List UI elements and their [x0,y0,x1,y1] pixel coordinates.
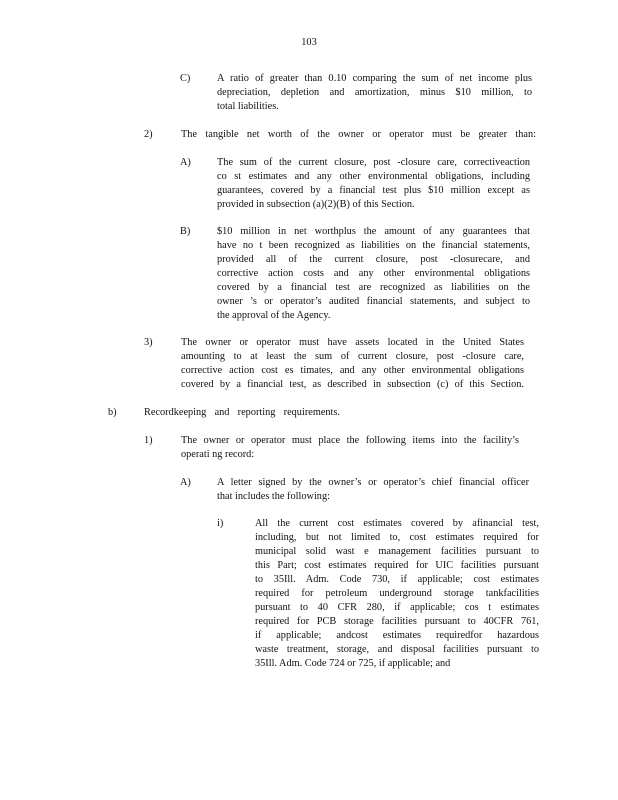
item-text [217,225,530,323]
text-line: The tangible net worth of the owner or operator must be greater than: [181,129,536,140]
item-label: 1) [144,435,153,446]
text-line: The owner or operator must have assets located in the United States [181,337,524,348]
item-label: 2) [144,129,153,140]
text-line: 35Ill. Adm. Code 724 or 725, if applicable; and [255,658,451,669]
text-line: municipal solid wast e management facilities pursuant to [255,546,539,557]
text-line: total liabilities. [217,101,279,112]
text-line: this Part; cost estimates required for UIC facilities pursuant [255,560,539,571]
text-line: provided all of the current closure, post -closurecare, and [217,254,530,265]
text-line: provided in subsection (a)(2)(B) of this Section. [217,199,415,210]
item-label: 3) [144,337,153,348]
text-line: The owner or operator must place the following items into the facility’s [181,435,519,446]
text-line: operati ng record: [181,449,255,460]
item-text [255,517,539,671]
item-text [181,128,536,142]
text-line: $10 million in net worthplus the amount of any guarantees that [217,226,530,237]
item-label: A) [180,157,191,168]
text-line: covered by a financial test, as described in subsection (c) of this Section. [181,379,524,390]
text-line: All the current cost estimates covered by afinancial test, [255,518,539,529]
item-label: i) [217,518,224,529]
text-line: if applicable; andcost estimates requiredfor hazardous [255,630,539,641]
text-line: amounting to at least the sum of current closure, post -closure care, [181,351,524,362]
text-line: pursuant to 40 CFR 280, if applicable; cos t estimates [255,602,539,613]
text-line: The sum of the current closure, post -closure care, correctiveaction [217,157,530,168]
item-text [144,406,340,420]
text-line: A ratio of greater than 0.10 comparing the sum of net income plus [217,73,532,84]
item-text [217,72,532,114]
text-line: co st estimates and any other environmental obligations, including [217,171,530,182]
text-line: owner ’s or operator’s audited financial statements, and subject to [217,296,530,307]
page-number: 103 [301,37,317,48]
text-line: corrective action costs and any other environmental obligations [217,268,530,279]
text-line: depreciation, depletion and amortization, minus $10 million, to [217,87,532,98]
item-text [181,336,524,392]
text-line: guarantees, covered by a financial test plus $10 million except as [217,185,530,196]
text-line: A letter signed by the owner’s or operator’s chief financial officer [217,477,529,488]
text-line: Recordkeeping and reporting requirements. [144,407,340,418]
text-line: to 35Ill. Adm. Code 730, if applicable; cost estimates [255,574,539,585]
item-text [217,476,529,504]
text-line: required for PCB storage facilities pursuant to 40CFR 761, [255,616,539,627]
item-label: B) [180,226,191,237]
item-text [217,156,530,212]
item-text [181,434,519,462]
item-label: A) [180,477,191,488]
text-line: covered by a financial test are recognized as liabilities on the [217,282,530,293]
text-line: that includes the following: [217,491,330,502]
text-line: the approval of the Agency. [217,310,331,321]
text-line: including, but not limited to, cost estimates required for [255,532,539,543]
item-label: b) [108,407,117,418]
item-label: C) [180,73,191,84]
text-line: have no t been recognized as liabilities on the financial statements, [217,240,530,251]
text-line: required for petroleum underground storage tankfacilities [255,588,539,599]
text-line: waste treatment, storage, and disposal facilities pursuant to [255,644,539,655]
text-line: corrective action cost es timates, and any other environmental obligations [181,365,524,376]
